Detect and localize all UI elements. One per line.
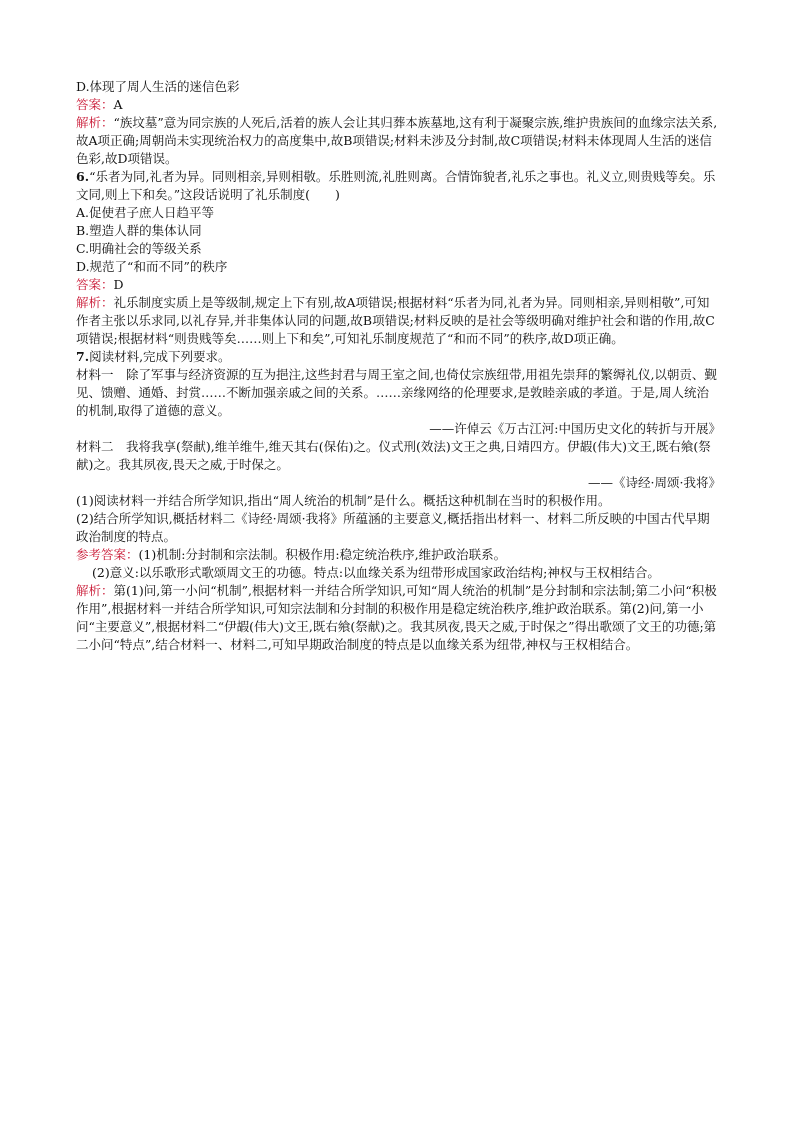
answer-label: 答案： <box>76 277 114 292</box>
reference-text: (1)机制:分封制和宗法制。积极作用:稳定统治秩序,维护政治联系。 <box>138 547 507 562</box>
q6-answer <box>76 276 721 294</box>
document-page <box>76 78 721 654</box>
material-text: 我将我享(祭献),维羊维牛,维天其右(保佑)之。仪式刑(效法)文王之典,日靖四方。伊嘏(伟大)文王,既右飨(祭献)之。我其夙夜,畏天之威,于时保之。 <box>76 439 711 472</box>
question-stem: 阅读材料,完成下列要求。 <box>89 349 231 364</box>
q5-option-d: D.体现了周人生活的迷信色彩 <box>76 79 240 94</box>
analysis-text: 第(1)问,第一小问“机制”,根据材料一并结合所学知识,可知“周人统治的机制”是分封制和宗法制;第二小问“积极作用”,根据材料一并结合所学知识,可知宗法制和分封制的积极作用是稳定统治秩序,维护政治联系。第(2)问,第一小问“主要意义”,根据材料二“伊嘏(伟大)文王,既右飨(祭献)之。我其夙夜,畏天之威,于时保之”得出歌颂了文王的功德;第二小问“特点”,结合材料一、材料二,可知早期政治制度的特点是以血缘关系为纽带,神权与王权相结合。 <box>76 583 717 652</box>
q6-option-a: A.促使君子庶人日趋平等 <box>76 205 215 220</box>
q6-option-d: D.规范了“和而不同”的秩序 <box>76 259 228 274</box>
reference-label: 参考答案： <box>76 547 139 562</box>
material-2-source: ——《诗经·周颂·我将》 <box>588 475 721 490</box>
sub-question-2: (2)结合所学知识,概括材料二《诗经·周颂·我将》所蕴涵的主要意义,概括指出材料一、材料二所反映的中国古代早期政治制度的特点。 <box>76 511 710 544</box>
material-1 <box>76 366 721 420</box>
analysis-label: 解析： <box>76 115 114 130</box>
material-2 <box>76 438 721 474</box>
q6-option-b: B.塑造人群的集体认同 <box>76 223 202 238</box>
q5-answer <box>76 96 721 114</box>
sub-question-1: (1)阅读材料一并结合所学知识,指出“周人统治的机制”是什么。概括这种机制在当时的积极作用。 <box>76 493 611 508</box>
q6-stem <box>76 168 721 204</box>
analysis-label: 解析： <box>76 295 114 310</box>
reference-answer-2: (2)意义:以乐歌形式歌颂周文王的功德。特点:以血缘关系为纽带形成国家政治结构;神权与王权相结合。 <box>92 565 660 580</box>
analysis-label: 解析： <box>76 583 114 598</box>
analysis-text: “族坟墓”意为同宗族的人死后,活着的族人会让其归葬本族墓地,这有利于凝聚宗族,维护贵族间的血缘宗法关系,故A项正确;周朝尚未实现统治权力的高度集中,故B项错误;材料未涉及分封制,故C项错误;材料未体现周人生活的迷信色彩,故D项错误。 <box>76 115 718 166</box>
answer-value: D <box>113 277 124 292</box>
q7-stem <box>76 348 721 366</box>
material-label: 材料一 <box>76 367 127 382</box>
question-number: 6. <box>76 169 90 184</box>
material-label: 材料二 <box>76 439 127 454</box>
material-1-source: ——许倬云《万古江河:中国历史文化的转折与开展》 <box>429 421 721 436</box>
answer-value: A <box>113 97 123 112</box>
analysis-text: 礼乐制度实质上是等级制,规定上下有别,故A项错误;根据材料“乐者为同,礼者为异。同则相亲,异则相敬”,可知作者主张以乐求同,以礼存异,并非集体认同的问题,故B项错误;材料反映的是社会等级明确对维护社会和谐的作用,故C项错误;根据材料“则贵贱等矣……则上下和矣”,可知礼乐制度规范了“和而不同”的秩序,故D项正确。 <box>76 295 715 346</box>
q5-analysis <box>76 114 721 168</box>
material-text: 除了军事与经济资源的互为挹注,这些封君与周王室之间,也倚仗宗族纽带,用祖先崇拜的繁缛礼仪,以朝贡、觐见、馈赠、通婚、封赏……不断加强亲戚之间的关系。……亲缘网络的伦理要求,是敦睦亲戚的孝道。于是,周人统治的机制,取得了道德的意义。 <box>76 367 717 418</box>
question-number: 7. <box>76 349 90 364</box>
q6-analysis <box>76 294 721 348</box>
q7-analysis <box>76 582 721 654</box>
question-stem: “乐者为同,礼者为异。同则相亲,异则相敬。乐胜则流,礼胜则离。合情饰貌者,礼乐之事也。礼义立,则贵贱等矣。乐文同,则上下和矣。”这段话说明了礼乐制度( ) <box>76 169 716 202</box>
reference-answer-1 <box>76 546 721 564</box>
answer-label: 答案： <box>76 97 114 112</box>
q6-option-c: C.明确社会的等级关系 <box>76 241 202 256</box>
